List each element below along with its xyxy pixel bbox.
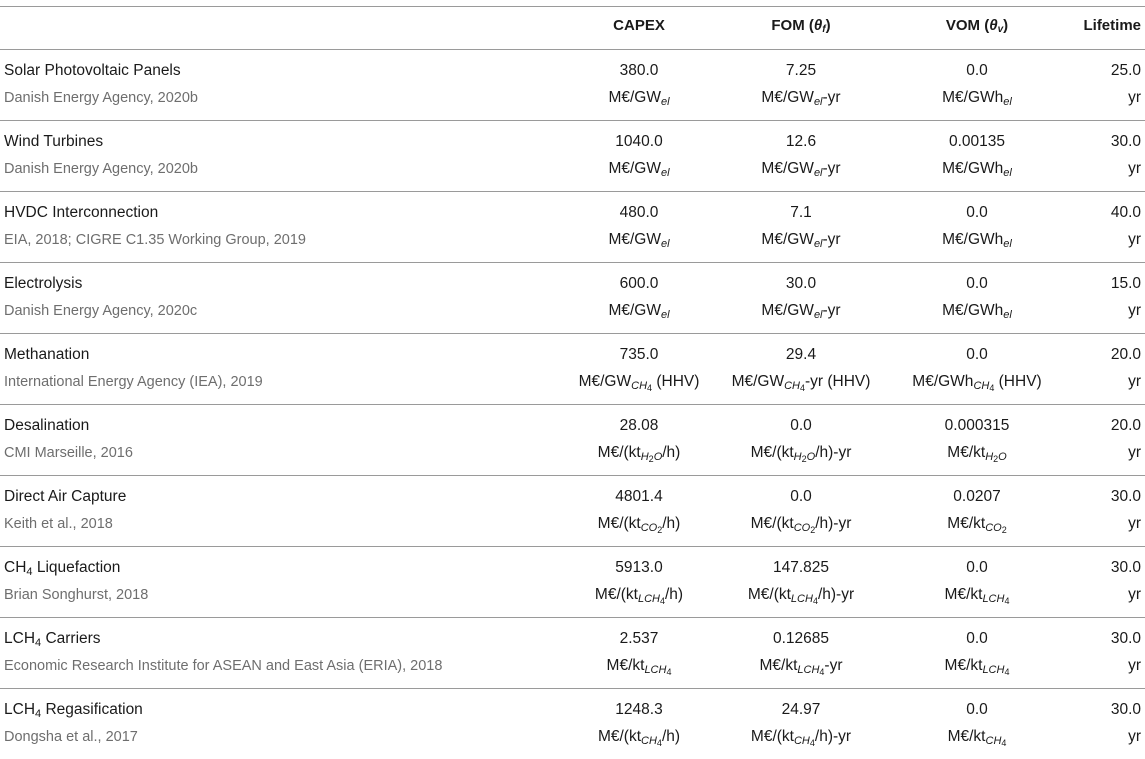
technology-cell [0,120,568,191]
technology-cell [0,688,568,759]
technology-source: EIA, 2018; CIGRE C1.35 Working Group, 2019 [4,231,306,248]
fom-unit: $M€/GW_{CH_4}-yr$ (HHV) [731,372,871,393]
vom-cell [892,333,1062,404]
header-lifetime: Lifetime [1062,7,1145,49]
technology-source: Danish Energy Agency, 2020b [4,89,199,106]
unit-subscript: LCH4 [982,592,1010,606]
vom-value: 0.0 [966,203,988,221]
lifetime-cell [1062,546,1145,617]
lifetime-value: 20.0 [1110,416,1141,434]
fom-unit: $M€/kt_{LCH_4}-yr$ [759,656,843,677]
vom-cell [892,617,1062,688]
capex-value: 735.0 [619,345,659,363]
table-row [0,404,1145,475]
header-capex: CAPEX [568,7,710,49]
technology-name: Methanation [4,345,90,363]
technology-source: Keith et al., 2018 [4,515,113,532]
capex-value: 5913.0 [615,558,663,576]
capex-cell [568,49,710,120]
capex-unit: $M€/kt_{LCH_4}$ [606,656,672,677]
fom-value: 7.1 [790,203,812,221]
vom-unit: $M€/kt_{CO_2}$ [947,514,1007,535]
fom-value: 0.0 [790,487,812,505]
header-fom: FOM (θf) [710,7,892,49]
lifetime-unit: yr [1128,585,1141,603]
unit-subscript: el [1003,237,1012,250]
capex-unit: $M€/(kt_{CO_2}/h)$ [597,514,681,535]
fom-value: 0.12685 [772,629,830,647]
unit-subscript: LCH4 [797,663,825,677]
lifetime-unit: yr [1128,372,1141,390]
fom-unit: $M€/GW_{el}-yr$ [761,230,841,250]
capex-cell [568,475,710,546]
unit-subscript: el [813,237,823,250]
unit-subscript: el [1003,95,1012,108]
header-row [0,7,1145,49]
vom-unit: $M€/kt_{LCH_4}$ [944,656,1010,677]
fom-unit: $M€/(kt_{CH_4}/h)-yr$ [750,727,852,748]
unit-subscript: CH4 [973,379,995,393]
lifetime-value: 30.0 [1110,700,1141,718]
capex-cell [568,617,710,688]
technology-cell [0,262,568,333]
fom-value: 12.6 [785,132,817,150]
vom-cell [892,120,1062,191]
lifetime-cell [1062,262,1145,333]
vom-value: 0.0 [966,61,988,79]
lifetime-cell [1062,120,1145,191]
table-row [0,688,1145,759]
vom-value: 0.0 [966,345,988,363]
lifetime-value: 20.0 [1110,345,1141,363]
fom-cell [710,49,892,120]
table-row [0,546,1145,617]
unit-subscript: LCH4 [982,663,1010,677]
technology-source: International Energy Agency (IEA), 2019 [4,373,263,390]
lifetime-cell [1062,617,1145,688]
capex-value: 28.08 [619,416,659,434]
technology-name: Electrolysis [4,274,83,292]
unit-subscript: LCH4 [637,592,665,606]
fom-cell [710,617,892,688]
unit-subscript: el [660,237,670,250]
fom-unit: $M€/(kt_{CO_2}/h)-yr$ [750,514,852,535]
capex-value: 480.0 [619,203,659,221]
vom-unit: $M€/kt_{H_2O}$ [947,443,1007,464]
unit-subscript: el [660,166,670,179]
table-row [0,49,1145,120]
technology-name: Direct Air Capture [4,487,127,505]
vom-value: 0.0207 [953,487,1001,505]
vom-cell [892,688,1062,759]
technology-name: $LCH_4$ Regasification [4,700,143,720]
fom-cell [710,546,892,617]
capex-unit: $M€/GW_{el}$ [608,301,670,321]
technology-source: Economic Research Institute for ASEAN and East Asia (ERIA), 2018 [4,657,443,674]
technology-name: Wind Turbines [4,132,104,150]
lifetime-cell [1062,404,1145,475]
unit-subscript: H2O [640,450,663,464]
vom-unit: M€/GWh$_{el}$ [942,230,1012,250]
lifetime-unit: yr [1128,301,1141,319]
header-vom: VOM (θv) [892,7,1062,49]
technology-name: $CH_4$ Liquefaction [4,558,121,578]
fom-cell [710,262,892,333]
lifetime-unit: yr [1128,159,1141,177]
technology-source: Danish Energy Agency, 2020b [4,160,199,177]
lifetime-value: 30.0 [1110,629,1141,647]
capex-cell [568,333,710,404]
lifetime-unit: yr [1128,656,1141,674]
vom-unit: M€/GWh$_{el}$ [942,301,1012,321]
lifetime-unit: yr [1128,727,1141,745]
fom-value: 147.825 [772,558,830,576]
unit-subscript: CH4 [793,734,815,748]
lifetime-cell [1062,475,1145,546]
capex-cell [568,191,710,262]
capex-cell [568,120,710,191]
unit-subscript: LCH4 [644,663,672,677]
unit-subscript: H2O [985,450,1007,464]
fom-value: 29.4 [785,345,817,363]
table-row [0,262,1145,333]
lifetime-cell [1062,49,1145,120]
capex-value: 2.537 [619,629,659,647]
capex-cell [568,688,710,759]
unit-subscript: el [1003,166,1012,179]
header-technology [0,7,568,49]
technology-cell [0,546,568,617]
fom-unit: $M€/GW_{el}-yr$ [761,159,841,179]
capex-unit: $M€/GW_{el}$ [608,159,670,179]
capex-value: 380.0 [619,61,659,79]
fom-cell [710,475,892,546]
capex-unit: $M€/(kt_{CH_4}/h)$ [597,727,681,748]
capex-cell [568,404,710,475]
unit-subscript: el [813,166,823,179]
vom-cell [892,191,1062,262]
technology-source: CMI Marseille, 2016 [4,444,133,461]
lifetime-value: 15.0 [1110,274,1141,292]
capex-unit: $M€/GW_{CH_4}$ (HHV) [578,372,700,393]
capex-value: 4801.4 [615,487,663,505]
fom-cell [710,191,892,262]
unit-subscript: CH4 [985,734,1007,748]
vom-value: 0.0 [966,700,988,718]
unit-subscript: el [813,308,823,321]
vom-value: 0.0 [966,274,988,292]
lifetime-cell [1062,333,1145,404]
unit-subscript: CO2 [985,521,1007,535]
vom-unit: M€/GWh$_{CH_4}$ (HHV) [912,372,1042,393]
table-row [0,333,1145,404]
technology-cell [0,404,568,475]
technology-name: $LCH_4$ Carriers [4,629,101,649]
technology-name: Solar Photovoltaic Panels [4,61,181,79]
unit-subscript: H2O [793,450,816,464]
vom-cell [892,475,1062,546]
unit-subscript: el [813,95,823,108]
vom-unit: $M€/kt_{LCH_4}$ [944,585,1010,606]
capex-cell [568,546,710,617]
capex-unit: $M€/GW_{el}$ [608,88,670,108]
fom-value: 24.97 [781,700,821,718]
unit-subscript: el [660,95,670,108]
fom-unit: $M€/(kt_{H_2O}/h)-yr$ [750,443,852,464]
lifetime-value: 25.0 [1110,61,1141,79]
vom-cell [892,262,1062,333]
fom-unit: $M€/(kt_{LCH_4}/h)-yr$ [747,585,855,606]
table-row [0,191,1145,262]
vom-unit: M€/GWh$_{el}$ [942,88,1012,108]
lifetime-value: 30.0 [1110,487,1141,505]
lifetime-unit: yr [1128,230,1141,248]
technology-cell [0,49,568,120]
vom-cell [892,49,1062,120]
unit-subscript: CH4 [641,734,662,748]
fom-cell [710,688,892,759]
technology-cell [0,191,568,262]
unit-subscript: el [1003,308,1012,321]
fom-unit: $M€/GW_{el}-yr$ [761,88,841,108]
technology-cell [0,333,568,404]
vom-value: 0.0 [966,629,988,647]
vom-cell [892,404,1062,475]
table-row [0,475,1145,546]
lifetime-cell [1062,191,1145,262]
fom-unit: $M€/GW_{el}-yr$ [761,301,841,321]
lifetime-unit: yr [1128,88,1141,106]
vom-value: 0.00135 [948,132,1006,150]
vom-unit: $M€/kt_{CH_4}$ [947,727,1007,748]
technology-cost-table [0,7,1145,759]
unit-subscript: el [660,308,670,321]
technology-cell [0,617,568,688]
technology-name: Desalination [4,416,90,434]
capex-value: 1248.3 [615,700,663,718]
vom-cell [892,546,1062,617]
capex-cell [568,262,710,333]
capex-unit: $M€/(kt_{LCH_4}/h)$ [594,585,684,606]
unit-subscript: CO2 [793,521,816,535]
vom-value: 0.000315 [944,416,1010,434]
fom-value: 0.0 [790,416,812,434]
unit-subscript: CH4 [631,379,653,393]
unit-subscript: CO2 [640,521,663,535]
fom-cell [710,333,892,404]
capex-unit: $M€/(kt_{H_2O}/h)$ [597,443,681,464]
fom-value: 7.25 [785,61,817,79]
vom-value: 0.0 [966,558,988,576]
lifetime-cell [1062,688,1145,759]
fom-value: 30.0 [785,274,817,292]
technology-source: Brian Songhurst, 2018 [4,586,149,603]
technology-source: Dongsha et al., 2017 [4,728,138,745]
technology-name: HVDC Interconnection [4,203,159,221]
lifetime-unit: yr [1128,514,1141,532]
technology-cell [0,475,568,546]
table-row [0,617,1145,688]
lifetime-value: 40.0 [1110,203,1141,221]
technology-source: Danish Energy Agency, 2020c [4,302,198,319]
lifetime-value: 30.0 [1110,132,1141,150]
fom-cell [710,120,892,191]
lifetime-unit: yr [1128,443,1141,461]
capex-value: 1040.0 [615,132,663,150]
unit-subscript: CH4 [784,379,805,393]
table-row [0,120,1145,191]
capex-unit: $M€/GW_{el}$ [608,230,670,250]
vom-unit: M€/GWh$_{el}$ [942,159,1012,179]
fom-cell [710,404,892,475]
unit-subscript: LCH4 [790,592,818,606]
capex-value: 600.0 [619,274,659,292]
lifetime-value: 30.0 [1110,558,1141,576]
